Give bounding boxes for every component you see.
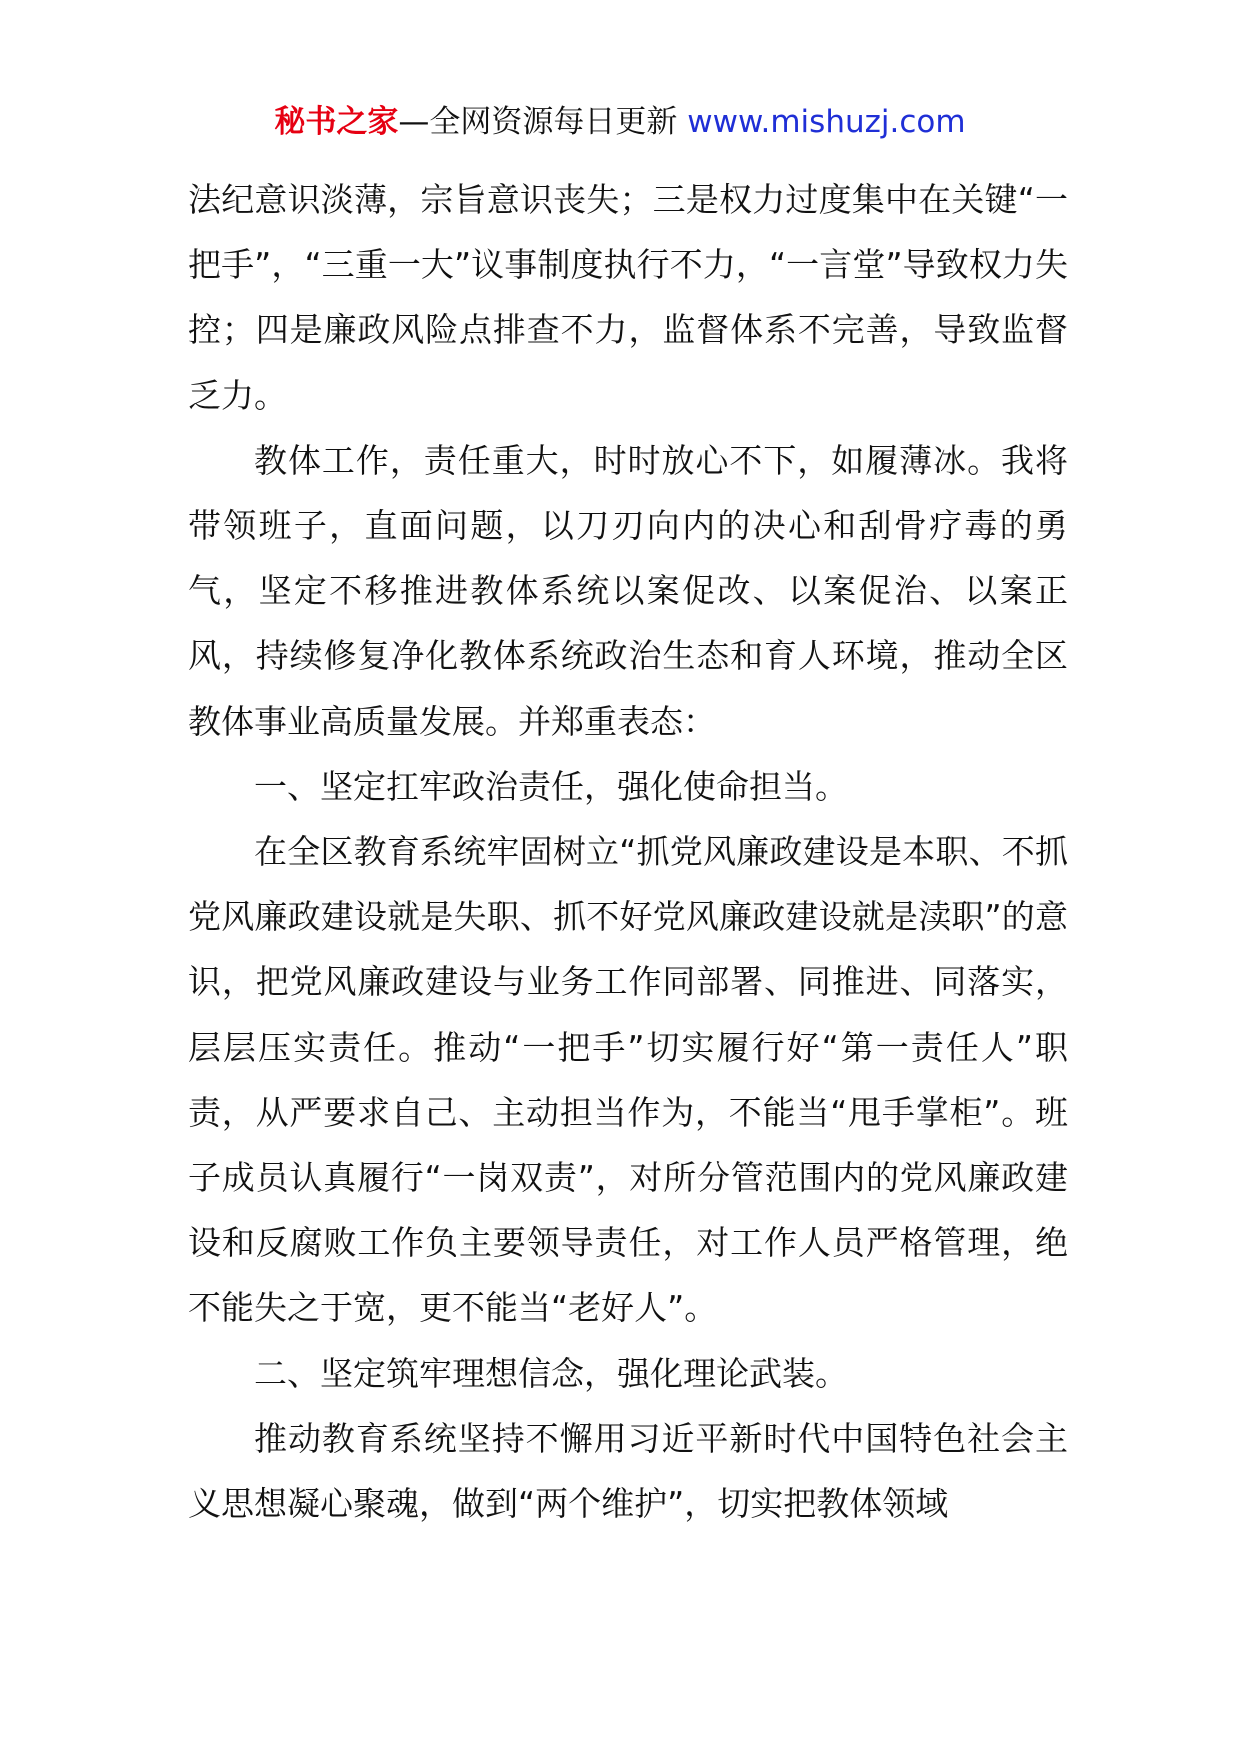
paragraph: 法纪意识淡薄，宗旨意识丧失；三是权力过度集中在关键“一把手”，“三重一大”议事制度执行不力，“一言堂”导致权力失控；四是廉政风险点排查不力，监督体系不完善，导致监督乏力。 bbox=[188, 180, 1068, 415]
paragraph: 教体工作，责任重大，时时放心不下，如履薄冰。我将带领班子，直面问题，以刀刃向内的决心和刮骨疗毒的勇气，坚定不移推进教体系统以案促改、以案促治、以案正风，持续修复净化教体系统政治生态和育人环境，推动全区教体事业高质量发展。并郑重表态： bbox=[188, 440, 1068, 741]
section-heading: 二、坚定筑牢理想信念，强化理论武装。 bbox=[254, 1353, 848, 1393]
site-slogan: —全网资源每日更新 bbox=[398, 104, 688, 140]
document-body bbox=[188, 167, 1068, 1536]
paragraph: 在全区教育系统牢固树立“抓党风廉政建设是本职、不抓党风廉政建设就是失职、抓不好党风廉政建设就是渎职”的意识，把党风廉政建设与业务工作同部署、同推进、同落实，层层压实责任。推动“一把手”切实履行好“第一责任人”职责，从严要求自己、主动担当作为，不能当“甩手掌柜”。班子成员认真履行“一岗双责”，对所分管范围内的党风廉政建设和反腐败工作负主要领导责任，对工作人员严格管理，绝不能失之于宽，更不能当“老好人”。 bbox=[188, 832, 1068, 1328]
site-url-link[interactable]: www.mishuzj.com bbox=[687, 104, 966, 140]
site-brand: 秘书之家 bbox=[274, 104, 399, 140]
section-heading: 一、坚定扛牢政治责任，强化使命担当。 bbox=[254, 766, 848, 806]
page-header bbox=[0, 100, 1240, 144]
paragraph: 推动教育系统坚持不懈用习近平新时代中国特色社会主义思想凝心聚魂，做到“两个维护”，切实把教体领域 bbox=[188, 1418, 1068, 1524]
